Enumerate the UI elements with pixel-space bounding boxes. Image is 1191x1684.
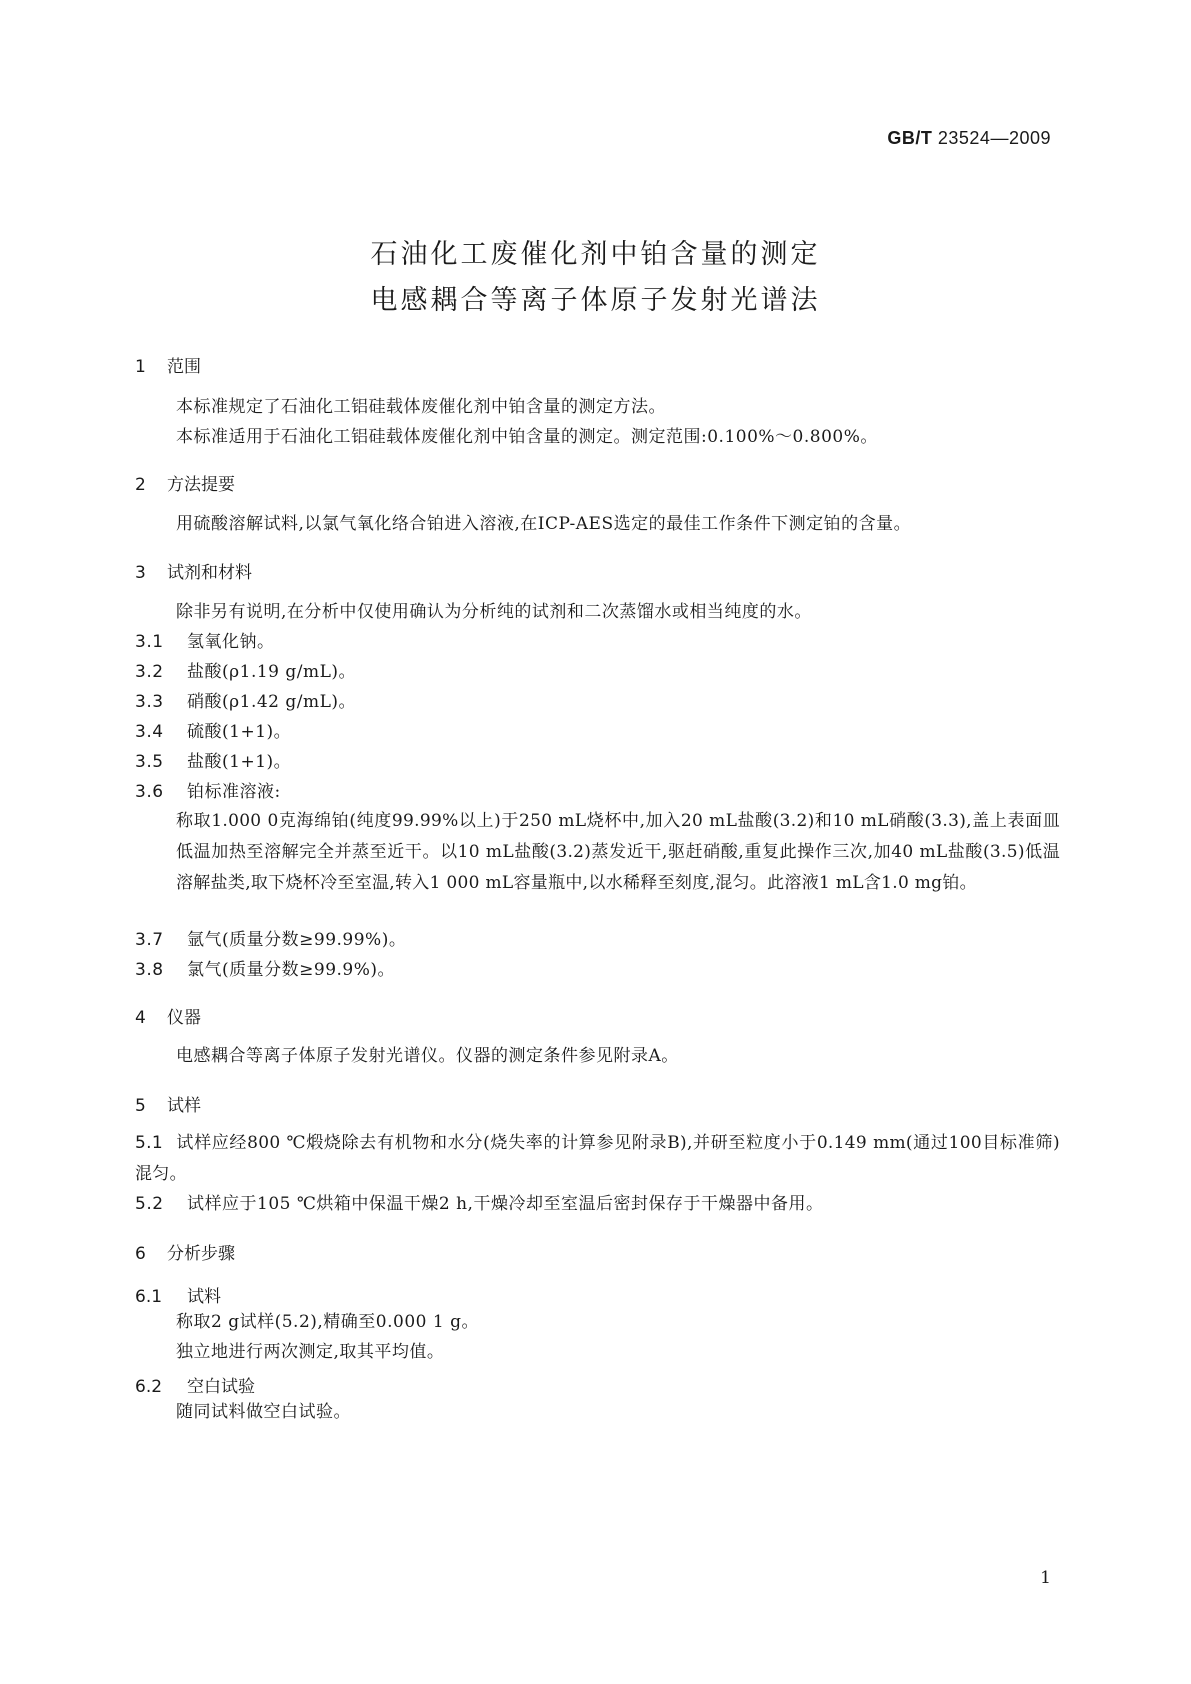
- section-2-heading: [135, 470, 235, 495]
- standard-number: 23524—2009: [937, 128, 1051, 148]
- section-title: 范围: [167, 357, 201, 377]
- item-number: 5.2: [135, 1194, 164, 1214]
- item-number: 3.7: [135, 930, 164, 950]
- item-number: 3.3: [135, 692, 164, 712]
- item-text: 盐酸(1+1)。: [187, 752, 292, 772]
- item-number: 3.2: [135, 662, 164, 682]
- standard-code: [887, 128, 1051, 149]
- section-number: 1: [135, 357, 146, 377]
- list-item: [135, 752, 291, 772]
- list-item: [135, 662, 356, 682]
- subsection-title: 试料: [187, 1287, 221, 1307]
- subsection-number: 6.1: [135, 1287, 163, 1307]
- section-3-heading: [135, 558, 252, 583]
- item-number: 3.1: [135, 632, 164, 652]
- section-1-heading: [135, 352, 201, 377]
- document-title-line2: 电感耦合等离子体原子发射光谱法: [370, 285, 821, 316]
- section-5-heading: [135, 1091, 201, 1116]
- section-number: 3: [135, 563, 146, 583]
- item-text: 试样应经800 ℃煅烧除去有机物和水分(烧失率的计算参见附录B),并研至粒度小于0.149 mm(通过100目标准筛)混匀。: [135, 1133, 1060, 1184]
- section-4-heading: [135, 1003, 201, 1028]
- section-number: 4: [135, 1008, 146, 1028]
- document-title-line1: 石油化工废催化剂中铂含量的测定: [370, 239, 821, 270]
- section-number: 6: [135, 1244, 146, 1264]
- section-number: 5: [135, 1096, 146, 1116]
- list-item: [135, 930, 406, 950]
- item-number: 3.6: [135, 782, 164, 802]
- paragraph: 本标准适用于石油化工铝硅载体废催化剂中铂含量的测定。测定范围:0.100%～0.800%。: [176, 427, 878, 447]
- paragraph: 除非另有说明,在分析中仅使用确认为分析纯的试剂和二次蒸馏水或相当纯度的水。: [176, 602, 812, 622]
- paragraph: 称取1.000 0克海绵铂(纯度99.99%以上)于250 mL烧杯中,加入20 mL盐酸(3.2)和10 mL硝酸(3.3),盖上表面皿低温加热至溶解完全并蒸至近干。以10 mL盐酸(3.2)蒸发近干,驱赶硝酸,重复此操作三次,加40 mL盐酸(3.5)低温溶解盐类,取下烧杯冷至室温,转入1 000 mL容量瓶中,以水稀释至刻度,混匀。此溶液1 mL含1.0 mg铂。: [176, 811, 1060, 893]
- paragraph: 独立地进行两次测定,取其平均值。: [176, 1342, 445, 1362]
- subsection-number: 6.2: [135, 1377, 163, 1397]
- item-text: 硝酸(ρ1.42 g/mL)。: [187, 692, 357, 712]
- item-number: 5.1: [135, 1133, 163, 1153]
- item-number: 3.8: [135, 960, 164, 980]
- item-text: 氯气(质量分数≥99.9%)。: [187, 960, 396, 980]
- paragraph: 电感耦合等离子体原子发射光谱仪。仪器的测定条件参见附录A。: [176, 1046, 679, 1066]
- paragraph: 用硫酸溶解试料,以氯气氧化络合铂进入溶液,在ICP-AES选定的最佳工作条件下测定铂的含量。: [176, 514, 912, 534]
- list-item: [135, 722, 291, 742]
- list-item: [135, 692, 356, 712]
- section-title: 仪器: [167, 1008, 201, 1028]
- list-item: [135, 1128, 1060, 1190]
- section-title: 试样: [167, 1096, 201, 1116]
- item-text: 盐酸(ρ1.19 g/mL)。: [187, 662, 357, 682]
- list-item: [135, 1194, 823, 1214]
- list-item: [135, 782, 281, 802]
- subsection-6-2-heading: [135, 1372, 255, 1397]
- page-number: 1: [1040, 1568, 1051, 1588]
- section-number: 2: [135, 475, 146, 495]
- list-item: [135, 960, 395, 980]
- list-item: [135, 632, 275, 652]
- item-text: 硫酸(1+1)。: [187, 722, 292, 742]
- standard-prefix: GB/T: [887, 128, 933, 148]
- section-title: 分析步骤: [167, 1244, 235, 1264]
- item-number: 3.5: [135, 752, 164, 772]
- item-body-paragraph: [135, 806, 1060, 899]
- subsection-6-1-heading: [135, 1282, 221, 1307]
- section-title: 试剂和材料: [167, 563, 252, 583]
- item-text: 氩气(质量分数≥99.99%)。: [187, 930, 407, 950]
- paragraph: 本标准规定了石油化工铝硅载体废催化剂中铂含量的测定方法。: [176, 397, 666, 417]
- item-text: 试样应于105 ℃烘箱中保温干燥2 h,干燥冷却至室温后密封保存于干燥器中备用。: [187, 1194, 824, 1214]
- paragraph: 称取2 g试样(5.2),精确至0.000 1 g。: [176, 1312, 479, 1332]
- section-title: 方法提要: [167, 475, 235, 495]
- item-text: 氢氧化钠。: [187, 632, 275, 652]
- item-number: 3.4: [135, 722, 164, 742]
- subsection-title: 空白试验: [187, 1377, 255, 1397]
- item-text: 铂标准溶液:: [187, 782, 281, 802]
- paragraph: 随同试料做空白试验。: [176, 1402, 351, 1422]
- section-6-heading: [135, 1239, 235, 1264]
